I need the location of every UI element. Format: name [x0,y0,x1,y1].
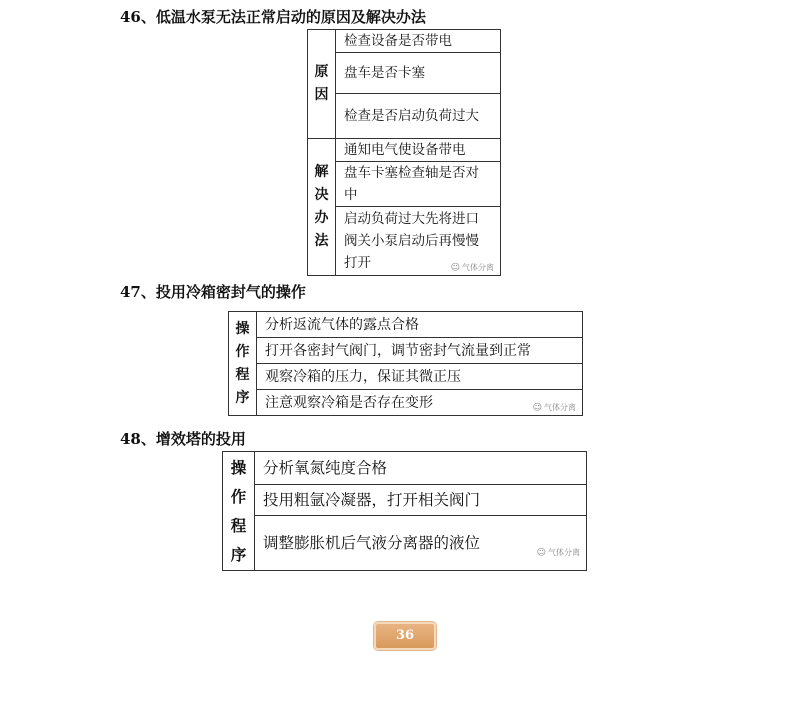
watermark: ☺ 气体分离 [451,263,494,273]
solution-label [308,139,336,276]
procedure-label-char: 操 [230,458,247,477]
synergy-tower-table [222,451,587,571]
procedure-step: 分析返流气体的露点合格 [257,312,583,338]
procedure-label-char: 序 [235,389,250,406]
procedure-label-char: 作 [230,487,247,506]
cause-label [308,30,336,139]
solution-label-char: 解 [314,164,329,180]
procedure-step-text: 调整膨胀机后气液分离器的液位 [263,534,481,552]
solution-row: 通知电气使设备带电 [336,139,501,162]
procedure-step [255,516,587,571]
section-48-heading: 48、增效塔的投用 [120,430,246,448]
procedure-step [257,390,583,416]
procedure-step: 观察冷箱的压力，保证其微正压 [257,364,583,390]
procedure-step-text: 注意观察冷箱是否存在变形 [265,394,433,411]
solution-label-char: 决 [314,187,329,203]
solution-label-char: 办 [314,210,329,226]
solution-row [336,207,501,276]
section-47-heading: 47、投用冷箱密封气的操作 [120,283,306,301]
pump-fault-table [307,29,501,276]
cause-label-char: 原 [314,64,329,80]
procedure-step: 分析氧氮纯度合格 [255,452,587,485]
cause-row: 盘车是否卡塞 [336,53,501,94]
page-number-badge: 36 [374,622,436,650]
procedure-step: 打开各密封气阀门，调节密封气流量到正常 [257,338,583,364]
procedure-label-char: 序 [230,545,247,564]
procedure-label [229,312,257,416]
procedure-label [223,452,255,571]
section-46-heading: 46、低温水泵无法正常启动的原因及解决办法 [120,8,426,26]
procedure-label-char: 程 [230,516,247,535]
procedure-label-char: 作 [235,343,250,360]
solution-row: 盘车卡塞检查轴是否对中 [336,162,501,207]
watermark: ☺ 气体分离 [537,548,580,558]
procedure-step: 投用粗氩冷凝器，打开相关阀门 [255,485,587,516]
solution-row-text: 启动负荷过大先将进口阀关小泵启动后再慢慢打开 [344,211,479,271]
watermark: ☺ 气体分离 [533,403,576,413]
solution-label-char: 法 [314,233,329,249]
cause-label-char: 因 [314,87,329,103]
cause-row: 检查是否启动负荷过大 [336,94,501,139]
procedure-label-char: 操 [235,320,250,337]
procedure-label-char: 程 [235,366,250,383]
cold-box-seal-table [228,311,583,416]
cause-row: 检查设备是否带电 [336,30,501,53]
